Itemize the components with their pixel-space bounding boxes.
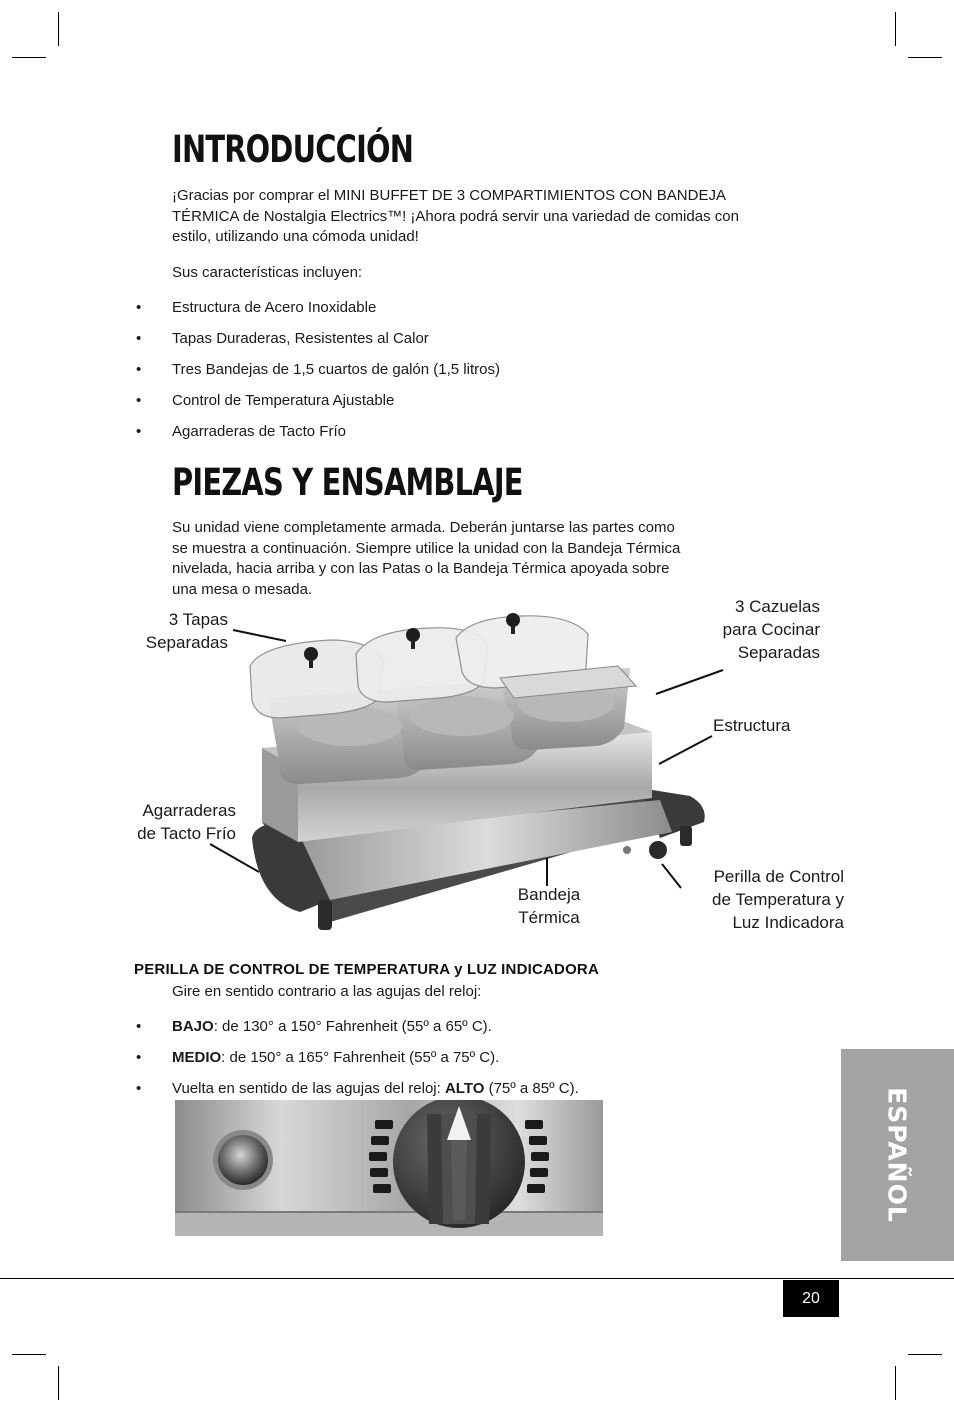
control-heading: PERILLA DE CONTROL DE TEMPERATURA y LUZ INDICADORA — [134, 961, 600, 978]
feature-text: Tres Bandejas de 1,5 cuartos de galón (1,5 litros) — [172, 361, 500, 378]
list-item — [134, 329, 500, 360]
footer-rule — [0, 1278, 954, 1279]
page-number: 20 — [783, 1280, 839, 1317]
setting-level: ALTO — [444, 1080, 485, 1097]
callout-text: 3 Tapas — [168, 610, 228, 629]
parts-paragraph: Su unidad viene completamente armada. Deberán juntarse las partes como se muestra a continuación. Siempre utilice la unidad con la Bandeja Térmica nivelada, hacia arriba y con las Patas o la Bandeja Térmica apoyada sobre una mesa o mesada. — [172, 519, 681, 598]
feature-text: Estructura de Acero Inoxidable — [172, 299, 377, 316]
crop-mark — [895, 12, 896, 46]
setting-text: (75º a 85º C). — [484, 1080, 579, 1097]
temperature-knob-photo — [175, 1100, 603, 1236]
list-item — [134, 1048, 579, 1079]
callout-text: de Tacto Frío — [137, 824, 236, 843]
setting-level: BAJO — [172, 1018, 214, 1035]
bullet-icon: • — [136, 299, 142, 316]
crop-mark — [12, 57, 46, 58]
callout-lids — [110, 608, 228, 654]
settings-list — [134, 1017, 579, 1110]
callout-text: Térmica — [518, 908, 580, 927]
bullet-icon: • — [136, 1049, 142, 1066]
list-item — [134, 422, 500, 453]
setting-text: : de 130° a 150° Fahrenheit (55º a 65º C). — [213, 1018, 492, 1035]
callout-text: para Cocinar — [722, 620, 820, 639]
language-tab — [841, 1049, 954, 1261]
bullet-icon: • — [136, 1080, 142, 1097]
callout-pans — [680, 595, 820, 664]
features-intro: Sus características incluyen: — [172, 264, 363, 281]
callout-knob — [680, 865, 844, 934]
setting-prefix: Vuelta en sentido de las agujas del reloj: — [172, 1080, 445, 1097]
callout-text: Luz Indicadora — [732, 913, 844, 932]
bullet-icon: • — [136, 392, 142, 409]
feature-text: Agarraderas de Tacto Frío — [172, 423, 346, 440]
parts-heading: PIEZAS Y ENSAMBLAJE — [172, 461, 523, 504]
list-item — [134, 298, 500, 329]
setting-text: : de 150° a 165° Fahrenheit (55º a 75º C). — [221, 1049, 500, 1066]
callout-text: de Temperatura y — [712, 890, 844, 909]
features-list — [134, 298, 500, 453]
callout-text: Agarraderas — [142, 801, 236, 820]
callout-text: Perilla de Control — [713, 867, 844, 886]
crop-mark — [58, 12, 59, 46]
bullet-icon: • — [136, 423, 142, 440]
callout-frame: Estructura — [713, 716, 791, 735]
crop-mark — [908, 57, 942, 58]
control-instruction: Gire en sentido contrario a las agujas del reloj: — [172, 983, 482, 1000]
crop-mark — [895, 1366, 896, 1400]
language-tab-label: ESPAÑOL — [882, 1087, 912, 1223]
list-item — [134, 391, 500, 422]
callout-text: Bandeja — [517, 885, 581, 904]
crop-mark — [12, 1354, 46, 1355]
intro-paragraph: ¡Gracias por comprar el MINI BUFFET DE 3 COMPARTIMIENTOS CON BANDEJA TÉRMICA de Nostalgia Electrics™! ¡Ahora podrá servir una variedad de comidas con estilo, utilizando una cómoda unidad! — [172, 187, 739, 245]
setting-level: MEDIO — [172, 1049, 222, 1066]
bullet-icon: • — [136, 1018, 142, 1035]
list-item — [134, 1017, 579, 1048]
bullet-icon: • — [136, 330, 142, 347]
callout-handles — [100, 799, 236, 845]
bullet-icon: • — [136, 361, 142, 378]
callout-tray — [489, 883, 609, 929]
list-item — [134, 360, 500, 391]
intro-heading: INTRODUCCIÓN — [172, 128, 414, 171]
feature-text: Control de Temperatura Ajustable — [172, 392, 395, 409]
callout-text: Separadas — [145, 633, 228, 652]
callout-text: 3 Cazuelas — [734, 597, 820, 616]
crop-mark — [908, 1354, 942, 1355]
crop-mark — [58, 1366, 59, 1400]
feature-text: Tapas Duraderas, Resistentes al Calor — [172, 330, 429, 347]
callout-text: Separadas — [737, 643, 820, 662]
